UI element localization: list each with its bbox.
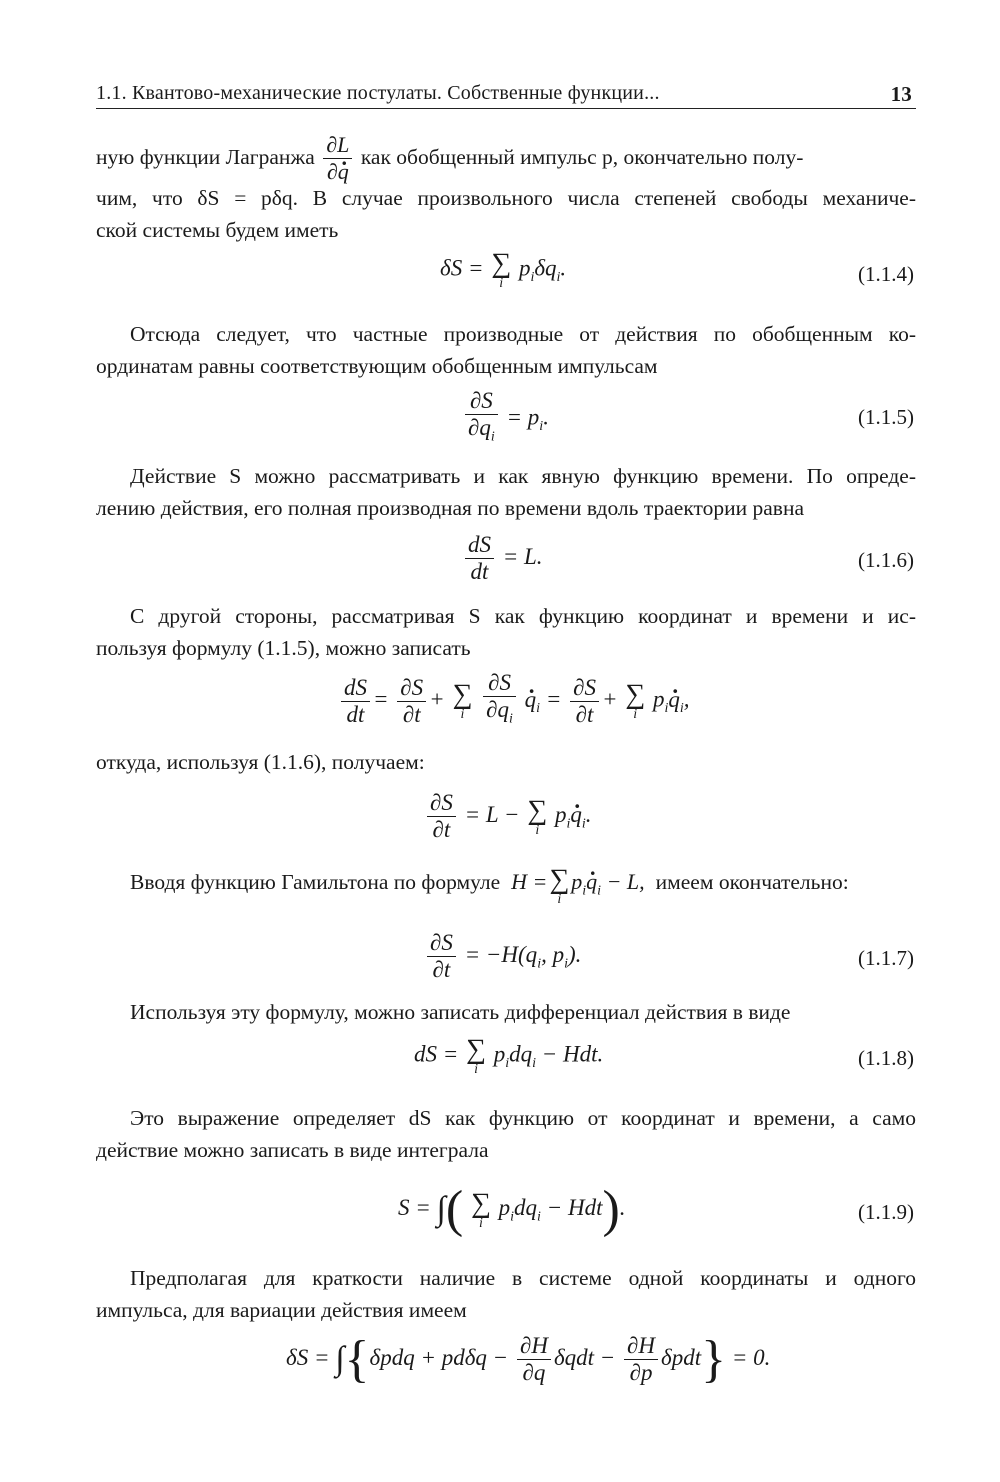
equation-total-derivative: $\frac{dS}{dt}$ = $\frac{\partial S}{\partial t}$ + ∑ i $\frac{\partial S}{\partial q_i}$ q $._i$ = $\frac{\partial S}{\partial t}$ + ∑ i $p_iq$ $._i$, [338, 670, 690, 733]
paragraph-9 [96, 1262, 916, 1326]
equation-1-1-7: $\frac{\partial S}{\partial t}$ = $-H(q_i$, $p_i$). [424, 930, 581, 983]
running-header [96, 80, 916, 109]
equation-1-1-8: dS = ∑ i $p_idq_i$ − Hdt. [414, 1034, 604, 1077]
paragraph-8 [96, 1102, 916, 1166]
para5-line1: откуда, используя (1.1.6), получаем: [96, 750, 425, 774]
page-number: 13 [890, 82, 912, 106]
inline-formula-dL-dqdot: $\frac{\partial L}{\partial q}$ . [320, 144, 361, 169]
equation-number-1-1-8: (1.1.8) [858, 1046, 914, 1070]
para1-line2: чим, что δS = pδq. В случае произвольного числа степеней свободы механиче- [96, 186, 916, 210]
para8-line2: действие можно записать в виде интеграла [96, 1138, 489, 1162]
para3-line1: Действие S можно рассматривать и как явную функцию времени. По опреде- [130, 464, 916, 488]
paragraph-4 [96, 600, 916, 664]
para4-line2: пользуя формулу (1.1.5), можно записать [96, 636, 471, 660]
para1-line1a: ную функции Лагранжа [96, 145, 315, 169]
equation-1-1-4: δS = ∑ i $p_i\delta q_i$. [440, 248, 567, 291]
para4-line1: С другой стороны, рассматривая S как функцию координат и времени и ис- [130, 604, 916, 628]
paragraph-5 [96, 746, 916, 778]
para8-line1: Это выражение определяет dS как функцию от координат и времени, а само [130, 1106, 916, 1130]
equation-number-1-1-7: (1.1.7) [858, 946, 914, 970]
paragraph-3 [96, 460, 916, 524]
equation-number-1-1-4: (1.1.4) [858, 262, 914, 286]
equation-1-1-9: S = ∫( ∑ i $p_idq_i - Hdt$). [398, 1181, 626, 1238]
para9-line1: Предполагая для краткости наличие в системе одной координаты и одного [130, 1266, 916, 1290]
para9-line2: импульса, для вариации действия имеем [96, 1298, 467, 1322]
paragraph-7 [96, 996, 916, 1028]
equation-1-1-5: $\frac{\partial S}{\partial q_i}$ = $p_i$. [462, 388, 549, 451]
para6-line1a: Вводя функцию Гамильтона по формуле [130, 870, 501, 894]
para6-line1b: имеем окончательно: [655, 870, 849, 894]
equation-1-1-6: $\frac{dS}{dt}$ = L. [462, 532, 543, 585]
para1-line3: ской системы будем иметь [96, 218, 339, 242]
para2-line2: ординатам равны соответствующим обобщенным импульсам [96, 354, 658, 378]
paragraph-6 [96, 866, 916, 916]
paragraph-1 [96, 132, 916, 246]
para1-line1b: как обобщенный импульс p, окончательно полу- [360, 145, 804, 169]
equation-partial-time: $\frac{\partial S}{\partial t}$ = L − ∑ i $p_iq$ $._i$. [424, 790, 592, 843]
para2-line1: Отсюда следует, что частные производные от действия по обобщенным ко- [130, 322, 916, 346]
paragraph-2 [96, 318, 916, 382]
para7-line1: Используя эту формулу, можно записать дифференциал действия в виде [130, 1000, 791, 1024]
inline-formula-hamiltonian: H = ∑ i $p_iq$ $._i - L$, [506, 869, 656, 894]
header-title: 1.1. Квантово-механические постулаты. Собственные функции... [96, 82, 660, 104]
equation-number-1-1-9: (1.1.9) [858, 1200, 914, 1224]
equation-number-1-1-6: (1.1.6) [858, 548, 914, 572]
para3-line2: лению действия, его полная производная по времени вдоль траектории равна [96, 496, 804, 520]
equation-number-1-1-5: (1.1.5) [858, 405, 914, 429]
equation-variation: δS = ∫{δpdq + pdδq − $\frac{\partial H}{\partial q}$ δqdt − $\frac{\partial H}{\partial p}$ δpdt} = 0. [286, 1331, 771, 1388]
